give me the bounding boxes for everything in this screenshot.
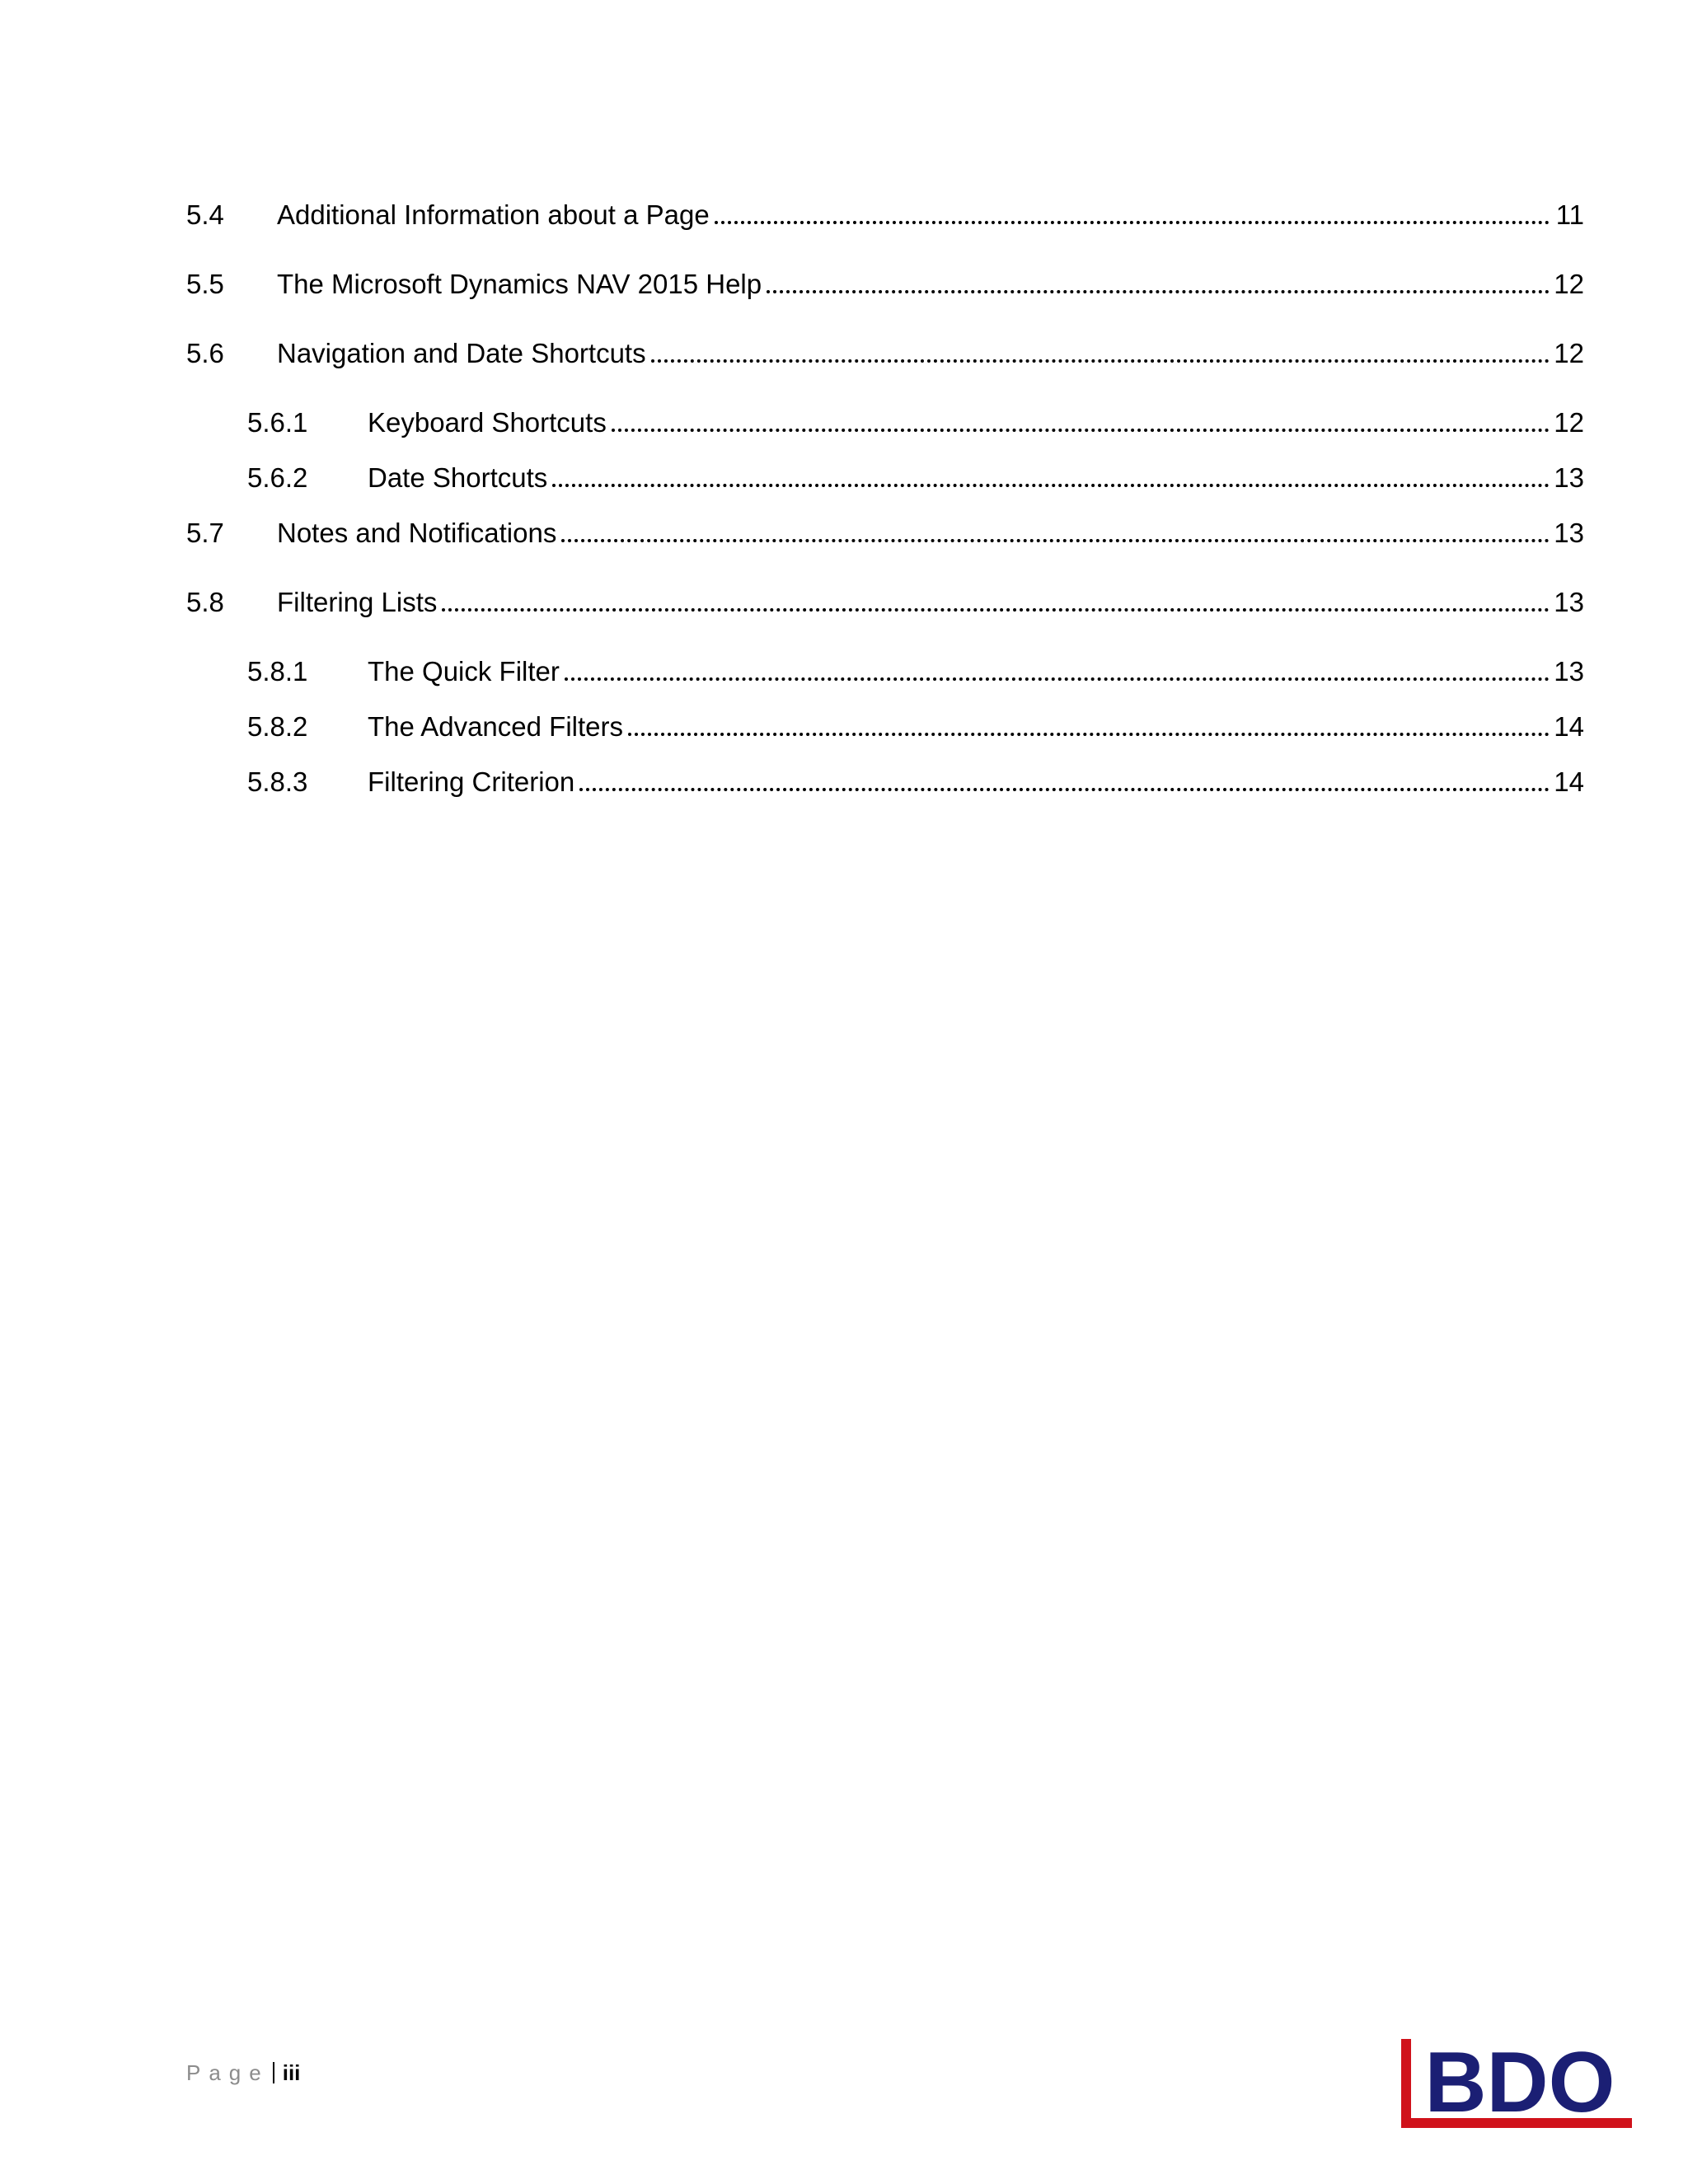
toc-dot-leader: [579, 788, 1550, 791]
toc-entry[interactable]: [0, 332, 1688, 373]
toc-dot-leader: [628, 733, 1550, 736]
toc-dot-leader: [442, 608, 1550, 612]
toc-entry[interactable]: [0, 705, 1688, 747]
toc-entry-page: 11: [1555, 199, 1584, 230]
toc-entry-number: 5.8: [186, 587, 224, 617]
toc-dot-leader: [767, 290, 1550, 293]
toc-dot-leader: [612, 429, 1550, 432]
toc-entry-title: The Quick Filter: [368, 656, 560, 687]
toc-entry-page: 12: [1554, 338, 1584, 368]
toc-entry[interactable]: [0, 457, 1688, 498]
page-label: Page: [186, 2060, 270, 2085]
toc-entry-title: Navigation and Date Shortcuts: [277, 338, 646, 368]
toc-entry-line: [277, 199, 1584, 232]
toc-entry-title: Date Shortcuts: [368, 462, 548, 493]
logo-text: BDO: [1424, 2036, 1615, 2130]
bdo-logo: [1396, 2036, 1635, 2135]
toc-entry-line: [277, 517, 1584, 550]
toc-dot-leader: [552, 484, 1550, 487]
toc-entry[interactable]: [0, 650, 1688, 691]
toc-dot-leader: [715, 221, 1550, 224]
toc-entry[interactable]: [0, 761, 1688, 802]
toc-entry-page: 13: [1554, 518, 1584, 548]
toc-entry-title: The Microsoft Dynamics NAV 2015 Help: [277, 269, 762, 299]
toc-entry-line: [368, 655, 1584, 688]
toc-entry-title: The Advanced Filters: [368, 711, 623, 742]
toc-entry-number: 5.5: [186, 269, 224, 299]
toc-dot-leader: [565, 677, 1550, 681]
toc-entry-number: 5.6.1: [247, 407, 308, 438]
toc-entry-line: [368, 710, 1584, 743]
toc-entry-line: [368, 406, 1584, 439]
toc-entry[interactable]: [0, 512, 1688, 553]
toc-entry-number: 5.6.2: [247, 462, 308, 493]
toc-dot-leader: [651, 359, 1550, 363]
logo-red-bar: [1401, 2039, 1411, 2128]
toc-entry-number: 5.6: [186, 338, 224, 368]
toc-entry-line: [277, 337, 1584, 370]
toc-entry-page: 12: [1554, 407, 1584, 438]
toc-entry-line: [368, 766, 1584, 799]
toc-entry[interactable]: [0, 263, 1688, 304]
toc-entry-line: [277, 268, 1584, 301]
toc-entry-title: Additional Information about a Page: [277, 199, 710, 230]
page-number: iii: [282, 2060, 301, 2085]
toc-entry-line: [277, 586, 1584, 619]
toc-entry-title: Filtering Criterion: [368, 766, 575, 797]
toc-dot-leader: [561, 539, 1550, 542]
toc-entry-title: Keyboard Shortcuts: [368, 407, 607, 438]
toc-entry-number: 5.8.3: [247, 766, 308, 797]
toc-entry-number: 5.8.1: [247, 656, 308, 687]
toc-entry-page: 13: [1554, 462, 1584, 493]
toc-entry-line: [368, 462, 1584, 494]
footer-separator: [273, 2062, 274, 2083]
toc-entry-title: Notes and Notifications: [277, 518, 557, 548]
toc-entry-number: 5.4: [186, 199, 224, 230]
toc-entry-page: 13: [1554, 587, 1584, 617]
toc-entry-page: 14: [1554, 711, 1584, 742]
toc-entry-page: 13: [1554, 656, 1584, 687]
toc-entry-title: Filtering Lists: [277, 587, 438, 617]
toc-entry-page: 12: [1554, 269, 1584, 299]
toc-entry[interactable]: [0, 401, 1688, 443]
toc-entry[interactable]: [0, 581, 1688, 622]
page-footer: [186, 2060, 300, 2085]
toc-entry[interactable]: [0, 194, 1688, 235]
toc-entry-page: 14: [1554, 766, 1584, 797]
table-of-contents: [0, 0, 1688, 907]
toc-entry-number: 5.7: [186, 518, 224, 548]
toc-entry-number: 5.8.2: [247, 711, 308, 742]
